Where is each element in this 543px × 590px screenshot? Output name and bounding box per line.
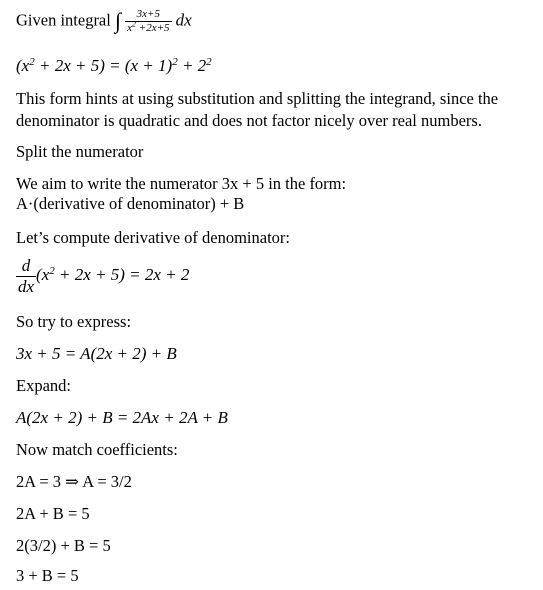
deriv-exp: 2: [49, 265, 55, 278]
step-heading-split: Split the numerator: [16, 142, 144, 161]
express-equation: 3x + 5 = A(2x + 2) + B: [16, 344, 177, 363]
eq2-exp-2: 2: [172, 55, 178, 68]
integral-sign: ∫: [114, 7, 121, 33]
coef-eq-1: 2A = 3 ⇒ A = 3/2: [16, 472, 132, 491]
integrand-fraction: [125, 8, 171, 35]
coef-eq-2: 2A + B = 5: [16, 504, 90, 523]
aim-text: We aim to write the numerator 3x + 5 in the form:: [16, 174, 347, 193]
given-integral-label: Given integral: [16, 10, 111, 30]
deriv-part-a: (x: [36, 265, 50, 285]
eq2-exp-1: 2: [29, 55, 35, 68]
denominator-rest: +2x+5: [136, 22, 170, 34]
eq2-exp-3: 2: [206, 55, 212, 68]
eq2-part-b: + 2x + 5) = (x + 1): [34, 56, 173, 75]
integrand-numerator: 3x+5: [136, 8, 160, 20]
try-express-text: So try to express:: [16, 312, 132, 331]
integrand-denominator: [125, 21, 171, 35]
explanation-paragraph: This form hints at using substitution and splitting the integrand, since the denominator is quadratic and does not factor nicely over real numbers.: [16, 89, 499, 130]
dx-label: dx: [175, 10, 192, 30]
denominator-base: x: [127, 22, 133, 34]
expand-label: Expand:: [16, 376, 71, 395]
given-integral-line: [16, 8, 192, 35]
derivative-equation: [16, 256, 189, 297]
denominator-exponent: 2: [132, 19, 137, 29]
coef-eq-4: 3 + B = 5: [16, 566, 79, 585]
form-text: A·(derivative of denominator) + B: [16, 194, 245, 213]
completed-square-line: [16, 56, 212, 76]
derivative-intro: Let’s compute derivative of denominator:: [16, 228, 290, 247]
deriv-part-b: + 2x + 5) = 2x + 2: [54, 265, 190, 285]
coef-eq-3: 2(3/2) + B = 5: [16, 536, 111, 555]
derivative-operator: [16, 256, 36, 297]
derivative-dx: dx: [18, 277, 35, 296]
match-coefficients-label: Now match coefficients:: [16, 440, 178, 459]
expand-equation: A(2x + 2) + B = 2Ax + 2A + B: [16, 408, 228, 427]
eq2-part-c: + 2: [177, 56, 207, 75]
eq2-part-a: (x: [16, 56, 30, 75]
derivative-d: d: [21, 256, 31, 275]
